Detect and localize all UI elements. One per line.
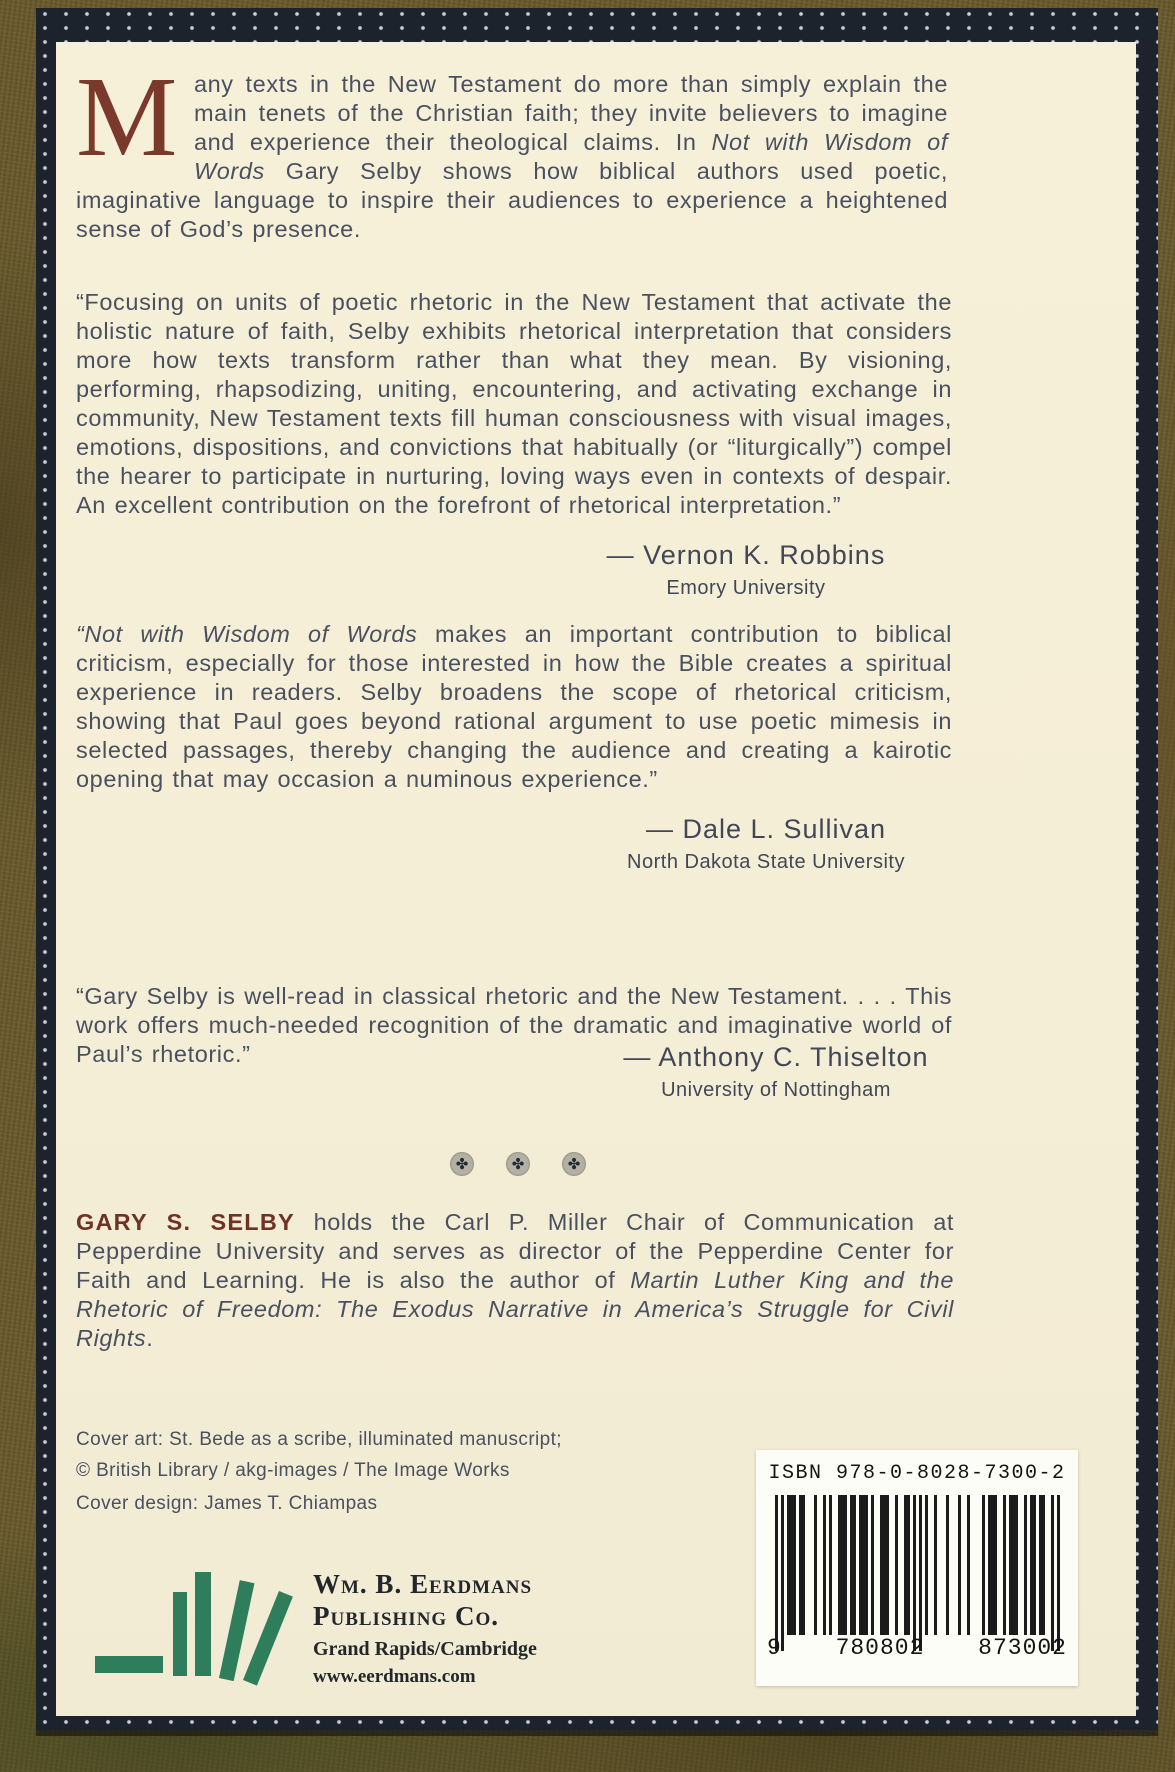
attribution-affiliation: North Dakota State University [627, 851, 905, 873]
author-name: GARY S. SELBY [76, 1209, 295, 1235]
publisher-name-line1: Wm. B. Eerdmans [313, 1569, 533, 1599]
attribution-affiliation: University of Nottingham [661, 1079, 891, 1101]
decorative-speckled-border [36, 8, 1158, 1730]
barcode-digit-group1: 780802 [835, 1635, 925, 1661]
endorsement-quote-1: “Focusing on units of poetic rhetoric in the New Testament that activate the holistic nature of faith, Selby exhibits rhetorical interpretation that considers more how texts transform rather than what they mean. By visioning, performing, rhapsodizing, uniting, encountering, and activating exchange in community, New Testament texts fill human consciousness with visual images, emotions, dispositions, and convictions that habitually (or “liturgically”) compel the hearer to participate in nurturing, loving ways even in contexts of despair. An excellent contribution on the forefront of rhetorical interpretation.” [76, 289, 952, 518]
attribution-name: — Vernon K. Robbins [606, 540, 886, 570]
barcode-digit-group2: 873002 [978, 1635, 1067, 1661]
publisher-block [95, 1558, 537, 1690]
barcode-bars [775, 1495, 1060, 1653]
attribution-affiliation: Emory University [666, 577, 826, 599]
isbn-number: ISBN 978-0-8028-7300-2 [768, 1462, 1066, 1485]
publisher-location: Grand Rapids/Cambridge [313, 1638, 537, 1660]
isbn-barcode-block [756, 1450, 1078, 1686]
barcode-digit-lead: 9 [767, 1635, 782, 1661]
publisher-text [313, 1568, 537, 1690]
intro-text: any texts in the New Testament do more than simply explain the main tenets of the Christian faith; they invite believers to imagine and experience their theological claims. In Not with Wisdom of Words Gary Selby shows how biblical authors used poetic, imaginative language to inspire their audiences to experience a heightened sense of God’s presence. [76, 71, 948, 242]
intro-paragraph [76, 53, 948, 244]
rosette-icon: ✤ [506, 1152, 530, 1176]
copyright-credit: © British Library / akg-images / The Image Works [76, 1460, 510, 1481]
ornament-row [418, 1152, 618, 1176]
author-bio: GARY S. SELBY holds the Carl P. Miller Chair of Communication at Pepperdine University and serves as director of the Pepperdine Center for Faith and Learning. He is also the author of Martin Luther King and the Rhetoric of Freedom: The Exodus Narrative in America’s Struggle for Civil Rights. [76, 1209, 955, 1351]
book-title-italic: Not with Wisdom of Words [193, 129, 948, 184]
attribution-name: — Anthony C. Thiselton [623, 1042, 929, 1072]
attribution-1 [536, 540, 956, 600]
book-title-italic: “Not with Wisdom of Words [76, 621, 418, 647]
barcode-digits [767, 1635, 1067, 1661]
cover-art-credit: Cover art: St. Bede as a scribe, illuminated manuscript; [76, 1429, 562, 1450]
rosette-icon: ✤ [562, 1152, 586, 1176]
endorsement-quote-2: “Not with Wisdom of Words makes an important contribution to biblical criticism, especially for those interested in how the Bible creates a spiritual experience in readers. Selby broadens the scope of rhetorical criticism, showing that Paul goes beyond rational argument to use poetic mimesis in selected passages, thereby changing the audience and creating a kairotic opening that may occasion a numinous experience.” [76, 621, 952, 792]
cover-design-credit: Cover design: James T. Chiampas [76, 1493, 378, 1514]
attribution-name: — Dale L. Sullivan [645, 814, 887, 844]
back-cover-page [56, 42, 1136, 1716]
drop-cap: M [76, 53, 178, 180]
publisher-name-line2: Publishing Co. [313, 1601, 499, 1631]
publisher-website: www.eerdmans.com [313, 1666, 476, 1687]
other-book-title-italic: Martin Luther King and the Rhetoric of Freedom: The Exodus Narrative in America’s Struggle for Civil Rights [76, 1267, 954, 1351]
attribution-2 [546, 814, 986, 874]
endorsement-quote-3: “Gary Selby is well-read in classical rhetoric and the New Testament. . . . This work offers much-needed recognition of the dramatic and imaginative world of Paul’s rhetoric.” [76, 983, 952, 1067]
cover-credits [76, 1424, 656, 1519]
attribution-3 [556, 1042, 996, 1102]
eerdmans-books-logo-icon [95, 1564, 295, 1689]
rosette-icon: ✤ [450, 1152, 474, 1176]
